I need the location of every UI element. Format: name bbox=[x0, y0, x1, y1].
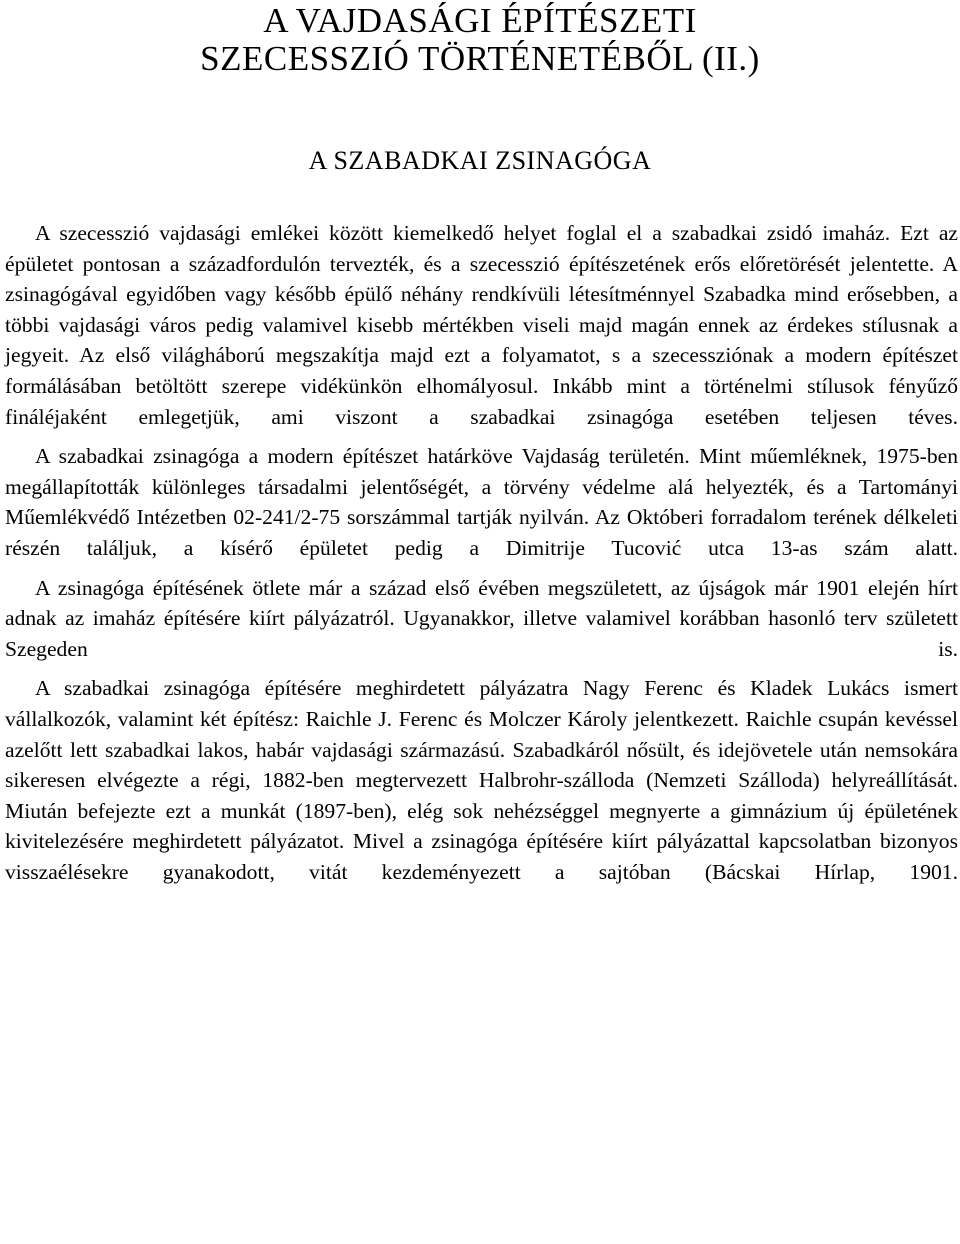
title-line-2: SZECESSZIÓ TÖRTÉNETÉBŐL (II.) bbox=[200, 39, 760, 78]
section-title: A SZABADKAI ZSINAGÓGA bbox=[308, 146, 652, 175]
paragraph-3: A zsinagóga építésének ötlete már a század első évében megszületett, az újságok már 1901 elején hírt adnak az imaház építésére kiírt pályázatról. Ugyanakkor, illetve valamivel korábban hasonló terv született Szegeden is. bbox=[5, 575, 958, 661]
article-title bbox=[0, 0, 960, 78]
paragraph-4: A szabadkai zsinagóga építésére meghirdetett pályázatra Nagy Ferenc és Kladek Lukács ismert vállalkozók, valamint két építész: Raichle J. Ferenc és Molczer Károly jelentkezett. Raichle csupán kevéssel azelőtt lett szabadkai lakos, habár vajdasági származású. Szabadkáról nősült, és idejövetele után nemsokára sikeresen elvégezte a régi, 1882-ben megtervezett Halbrohr-szálloda (Nemzeti Szálloda) helyreállítását. Miután befejezte ezt a munkát (1897-ben), elég sok nehézséggel megnyerte a gimnázium új épületének kivitelezésére meghirdetett pályázatot. Mivel a zsinagóga építésére kiírt pályázattal kapcsolatban bizonyos visszaélésekre gyanakodott, vitát kezdeményezett a sajtóban (Bácskai Hírlap, 1901. bbox=[5, 676, 958, 884]
paragraph-2: A szabadkai zsinagóga a modern építészet határköve Vajdaság területén. Mint műemléknek, 1975-ben megállapították különleges társadalmi jelentőségét, a törvény védelme alá helyezték, és a Tartományi Műemlékvédő Intézetben 02-241/2-75 sorszámmal tartják nyilván. Az Októberi forradalom terének délkeleti részén találjuk, a kísérő épületet pedig a Dimitrije Tucović utca 13-as szám alatt. bbox=[5, 444, 958, 560]
paragraph-1: A szecesszió vajdasági emlékei között kiemelkedő helyet foglal el a szabadkai zsidó imaház. Ezt az épületet pontosan a századfordulón tervezték, és a szecesszió építészetének erős előretörését jelentette. A zsinagógával egyidőben vagy később épülő néhány rendkívüli létesítménnyel Szabadka mind erősebben, a többi vajdasági város pedig valamivel kisebb mértékben viseli majd magán ennek az érdekes stílusnak a jegyeit. Az első világháború megszakítja majd ezt a folyamatot, s a szecessziónak a modern építészet formálásában betöltött szerepe vidékünkön elhomályosul. Inkább mint a történelmi stílusok fényűző fináléjaként emlegetjük, ami viszont a szabadkai zsinagóga esetében teljesen téves. bbox=[5, 221, 958, 429]
article-body bbox=[5, 218, 958, 896]
title-line-1: A VAJDASÁGI ÉPÍTÉSZETI bbox=[263, 1, 697, 40]
